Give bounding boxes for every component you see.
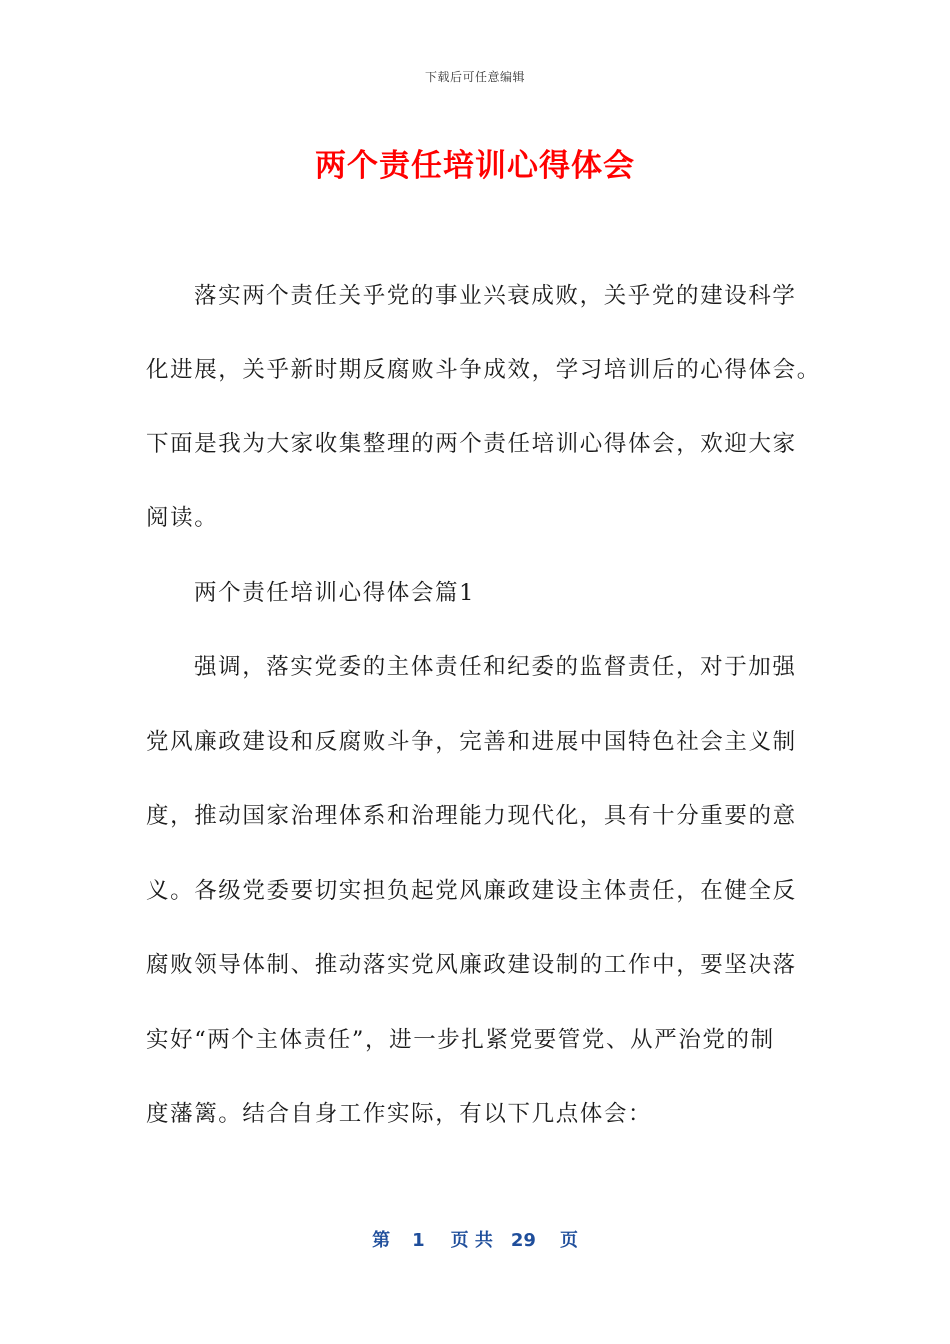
footer-prefix: 第 [372,1230,391,1251]
page-footer [0,1226,950,1252]
paragraph-line: 党风廉政建设和反腐败斗争，完善和进展中国特色社会主义制 [146,729,797,755]
paragraph-line: 下面是我为大家收集整理的两个责任培训心得体会，欢迎大家 [146,431,797,457]
header-note: 下载后可任意编辑 [424,70,525,84]
paragraph-line: 实好“两个主体责任”，进一步扎紧党要管党、从严治党的制 [146,1027,775,1053]
footer-total-pages: 29 [510,1230,536,1251]
paragraph-line: 腐败领导体制、推动落实党风廉政建设制的工作中，要坚决落 [146,952,797,978]
footer-middle: 页 共 [450,1230,493,1251]
paragraph-line: 阅读。 [146,505,219,531]
paragraph-line: 化进展，关乎新时期反腐败斗争成效，学习培训后的心得体会。 [146,357,821,383]
paragraph-line: 强调，落实党委的主体责任和纪委的监督责任，对于加强 [194,654,797,680]
footer-suffix: 页 [559,1230,578,1251]
paragraph-line: 落实两个责任关乎党的事业兴衰成败，关乎党的建设科学 [194,283,797,309]
paragraph-line: 义。各级党委要切实担负起党风廉政建设主体责任，在健全反 [146,878,797,904]
paragraph-line: 度，推动国家治理体系和治理能力现代化，具有十分重要的意 [146,803,797,829]
document-title: 两个责任培训心得体会 [315,148,635,184]
section-heading: 两个责任培训心得体会篇1 [194,580,476,606]
footer-current-page: 1 [412,1230,425,1251]
paragraph-line: 度藩篱。结合自身工作实际，有以下几点体会： [146,1101,653,1127]
